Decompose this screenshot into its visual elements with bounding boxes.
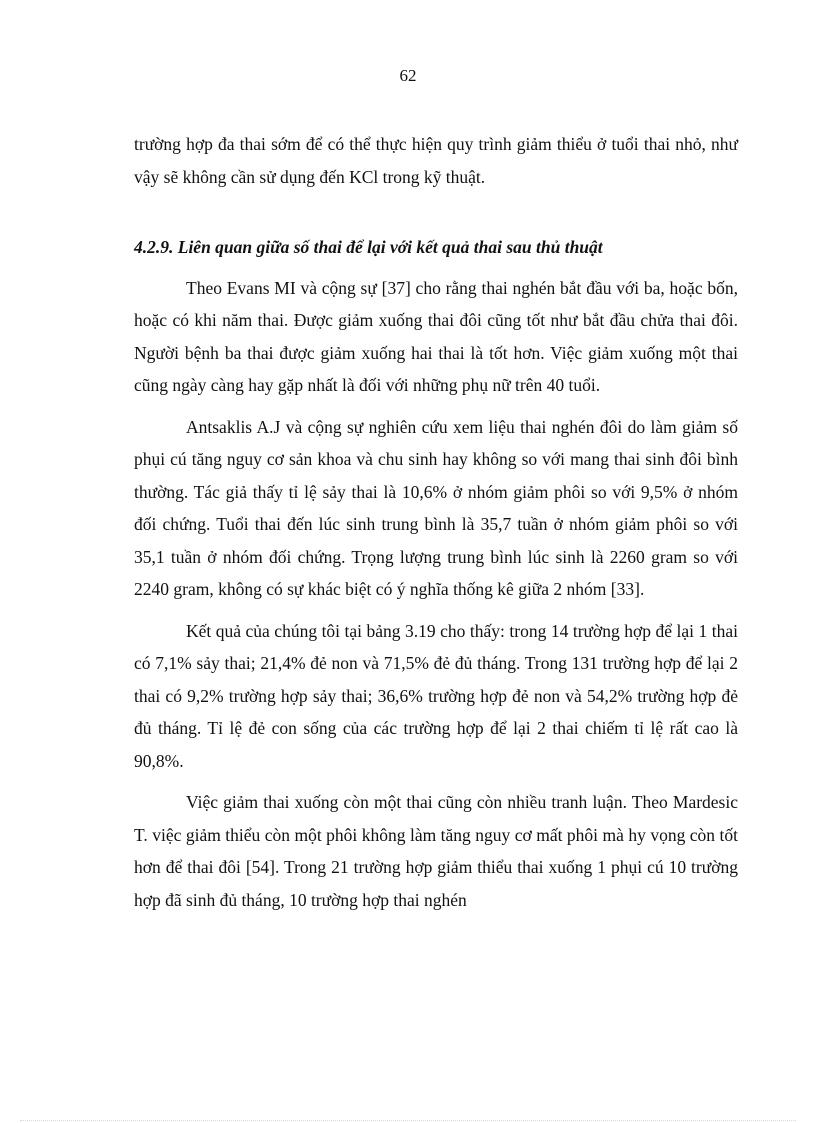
paragraph-single-reduction: Việc giảm thai xuống còn một thai cũng còn nhiều tranh luận. Theo Mardesic T. việc giảm thiểu còn một phôi không làm tăng nguy cơ mất phôi mà hy vọng còn tốt hơn để thai đôi [54]. Trong 21 trường hợp giảm thiểu thai xuống 1 phụi cú 10 trường hợp đã sinh đủ tháng, 10 trường hợp thai nghén	[134, 792, 738, 910]
page-number: 62	[399, 66, 417, 85]
paragraph-results: Kết quả của chúng tôi tại bảng 3.19 cho thấy: trong 14 trường hợp để lại 1 thai có 7,1% sảy thai; 21,4% đẻ non và 71,5% đẻ đủ tháng. Trong 131 trường hợp để lại 2 thai có 9,2% trường hợp sảy thai; 36,6% trường hợp đẻ non và 54,2% trường hợp đẻ đủ tháng. Tỉ lệ đẻ con sống của các trường hợp để lại 2 thai chiếm tỉ lệ rất cao là 90,8%.	[134, 620, 738, 771]
paragraph-antsaklis: Antsaklis A.J và cộng sự nghiên cứu xem liệu thai nghén đôi do làm giảm số phụi cú tăng nguy cơ sản khoa và chu sinh hay không so với mang thai sinh đôi bình thường. Tác giả thấy tỉ lệ sảy thai là 10,6% ở nhóm giảm phôi so với 9,5% ở nhóm đối chứng. Tuổi thai đến lúc sinh trung bình là 35,7 tuần ở nhóm giảm phôi so với 35,1 tuần ở nhóm đối chứng. Trọng lượng trung bình lúc sinh là 2260 gram so với 2240 gram, không có sự khác biệt có ý nghĩa thống kê giữa 2 nhóm [33].	[134, 416, 738, 599]
document-body	[134, 128, 738, 925]
paragraph-evans: Theo Evans MI và cộng sự [37] cho rằng thai nghén bắt đầu với ba, hoặc bốn, hoặc có khi năm thai. Được giảm xuống thai đôi cũng tốt như bắt đầu chửa thai đôi. Người bệnh ba thai được giảm xuống hai thai là tốt hơn. Việc giảm xuống một thai cũng ngày càng hay gặp nhất là đối với những phụ nữ trên 40 tuổi.	[134, 277, 738, 395]
page-bottom-divider	[20, 1120, 796, 1121]
section-heading: 4.2.9. Liên quan giữa số thai để lại với kết quả thai sau thủ thuật	[134, 237, 603, 257]
paragraph-continuation: trường hợp đa thai sớm để có thể thực hiện quy trình giảm thiểu ở tuổi thai nhỏ, như vậy sẽ không cần sử dụng đến KCl trong kỹ thuật.	[134, 134, 738, 187]
